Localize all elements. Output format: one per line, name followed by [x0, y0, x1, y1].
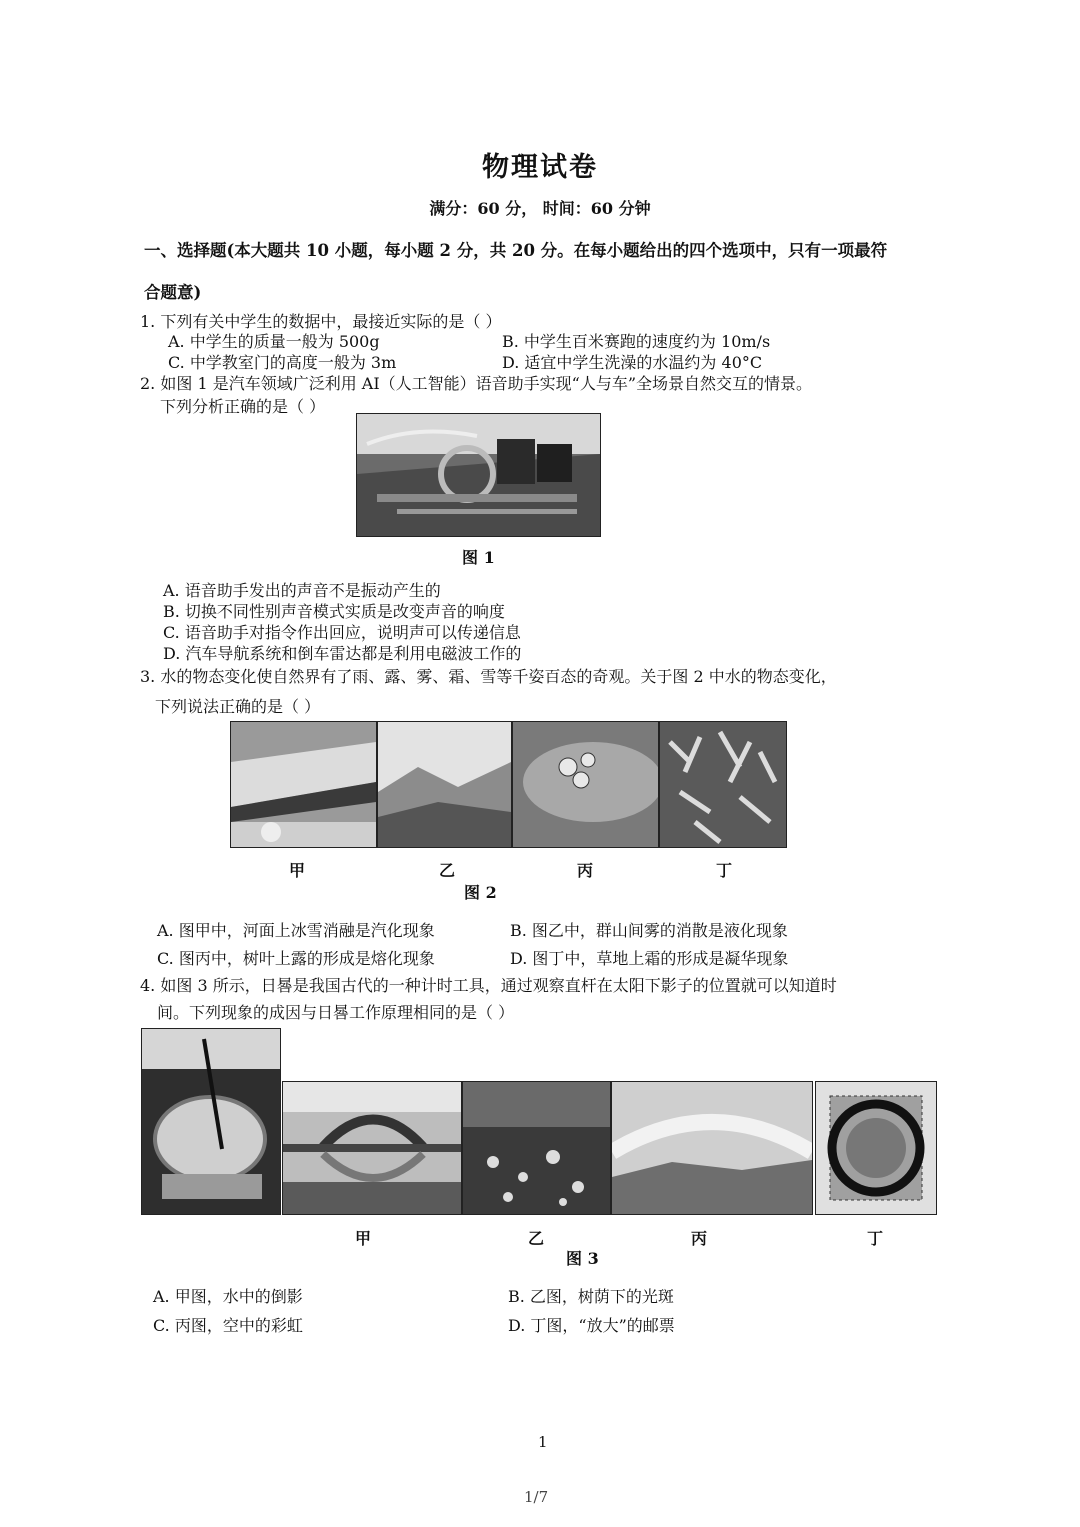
q3-stem-line1: 3. 水的物态变化使自然界有了雨、露、雾、霜、雪等千姿百态的奇观。关于图 2 中水的物态变化， — [140, 667, 837, 686]
q4-option-c: C. 丙图，空中的彩虹 — [153, 1316, 303, 1335]
q1-stem: 1. 下列有关中学生的数据中，最接近实际的是（ ） — [140, 312, 502, 331]
figure-1-car-interior-image — [356, 413, 601, 537]
figure-3-label-yi: 乙 — [528, 1229, 545, 1248]
q3-option-d: D. 图丁中，草地上霜的形成是凝华现象 — [510, 949, 789, 968]
figure-2-label-yi: 乙 — [439, 861, 456, 880]
q4-option-a: A. 甲图，水中的倒影 — [153, 1287, 303, 1306]
figure-3-sundial-image — [141, 1028, 281, 1215]
q3-option-a: A. 图甲中，河面上冰雪消融是汽化现象 — [157, 921, 435, 940]
page-title: 物理试卷 — [482, 152, 598, 183]
q1-option-b: B. 中学生百米赛跑的速度约为 10m/s — [502, 332, 771, 351]
q4-option-b: B. 乙图，树荫下的光斑 — [508, 1287, 674, 1306]
figure-2-label-ding: 丁 — [716, 861, 733, 880]
figure-2-dew-on-leaf-image — [512, 721, 659, 848]
q1-option-d: D. 适宜中学生洗澡的水温约为 40°C — [502, 353, 763, 372]
page-number: 1 — [538, 1433, 548, 1451]
section-heading-line2: 合题意) — [144, 283, 202, 302]
q1-option-a: A. 中学生的质量一般为 500g — [168, 332, 380, 351]
figure-2-melting-ice-image — [230, 721, 377, 848]
figure-2-frost-on-grass-image — [659, 721, 787, 848]
q4-stem-line1: 4. 如图 3 所示，日晷是我国古代的一种计时工具，通过观察直杆在太阳下影子的位置就可以知道时 — [140, 976, 837, 995]
figure-3-label-jia: 甲 — [355, 1229, 372, 1248]
figure-2-mountain-fog-image — [377, 721, 512, 848]
q2-option-d: D. 汽车导航系统和倒车雷达都是利用电磁波工作的 — [163, 644, 522, 663]
figure-3-label-bing: 丙 — [691, 1229, 708, 1248]
q2-option-c: C. 语音助手对指令作出回应，说明声可以传递信息 — [163, 623, 521, 642]
figure-3-magnified-stamp-image — [815, 1081, 937, 1215]
q3-option-c: C. 图丙中，树叶上露的形成是熔化现象 — [157, 949, 435, 968]
figure-1-caption: 图 1 — [462, 548, 495, 567]
q2-stem-line1: 2. 如图 1 是汽车领域广泛利用 AI（人工智能）语音助手实现“人与车”全场景自然交互的情景。 — [140, 374, 813, 393]
figure-3-rainbow-image — [611, 1081, 813, 1215]
q3-stem-line2: 下列说法正确的是（ ） — [155, 697, 321, 716]
q2-stem-line2: 下列分析正确的是（ ） — [160, 397, 326, 416]
q1-option-c: C. 中学教室门的高度一般为 3m — [168, 353, 397, 372]
figure-2-label-jia: 甲 — [289, 861, 306, 880]
q3-option-b: B. 图乙中，群山间雾的消散是液化现象 — [510, 921, 788, 940]
page-count: 1/7 — [524, 1488, 549, 1506]
figure-3-bridge-reflection-image — [282, 1081, 462, 1215]
figure-3-tree-shade-spots-image — [462, 1081, 611, 1215]
exam-info: 满分：60 分， 时间：60 分钟 — [429, 199, 651, 218]
figure-3-label-ding: 丁 — [867, 1229, 884, 1248]
q4-option-d: D. 丁图，“放大”的邮票 — [508, 1316, 675, 1335]
section-heading-line1: 一、选择题(本大题共 10 小题，每小题 2 分，共 20 分。在每小题给出的四个选项中，只有一项最符 — [144, 241, 888, 260]
q2-option-b: B. 切换不同性别声音模式实质是改变声音的响度 — [163, 602, 505, 621]
figure-2-label-bing: 丙 — [577, 861, 594, 880]
figure-2-caption: 图 2 — [464, 883, 497, 902]
figure-3-caption: 图 3 — [566, 1249, 599, 1268]
q4-stem-line2: 间。下列现象的成因与日晷工作原理相同的是（ ） — [157, 1003, 515, 1022]
q2-option-a: A. 语音助手发出的声音不是振动产生的 — [163, 581, 441, 600]
